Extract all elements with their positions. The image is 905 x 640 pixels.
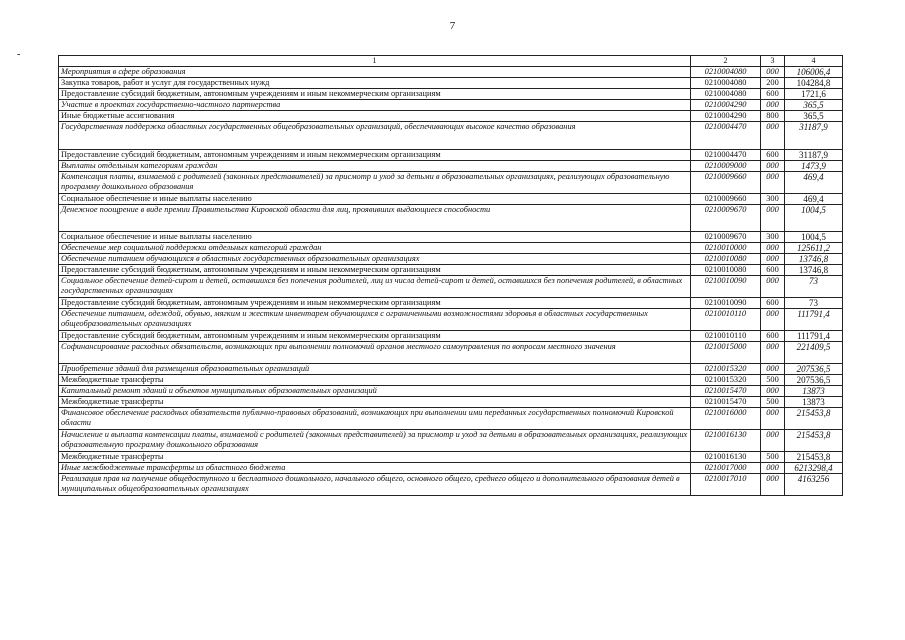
row-amount: 365,5 <box>785 100 843 111</box>
row-name: Межбюджетные трансферты <box>59 397 691 408</box>
row-name: Межбюджетные трансферты <box>59 375 691 386</box>
row-name: Предоставление субсидий бюджетным, автономным учреждениям и иным некоммерческим организациям <box>59 89 691 100</box>
row-code: 0210009000 <box>691 161 761 172</box>
header-col-4: 4 <box>785 56 843 67</box>
table-row <box>59 463 843 474</box>
row-name: Социальное обеспечение и иные выплаты населению <box>59 232 691 243</box>
row-amount: 31187,9 <box>785 122 843 150</box>
row-amount: 207536,5 <box>785 364 843 375</box>
row-name: Предоставление субсидий бюджетным, автономным учреждениям и иным некоммерческим организациям <box>59 298 691 309</box>
row-name: Приобретение зданий для размещения образовательных организаций <box>59 364 691 375</box>
row-amount: 111791,4 <box>785 331 843 342</box>
table-row <box>59 298 843 309</box>
table-row <box>59 309 843 331</box>
row-name: Участие в проектах государственно-частного партнерства <box>59 100 691 111</box>
row-type: 800 <box>761 111 785 122</box>
row-amount: 13746,8 <box>785 254 843 265</box>
row-name: Государственная поддержка областных государственных общеобразовательных организаций, обеспечивающих высокое качество образования <box>59 122 691 150</box>
row-code: 0210015320 <box>691 375 761 386</box>
table-row <box>59 111 843 122</box>
row-code: 0210015470 <box>691 397 761 408</box>
row-type: 200 <box>761 78 785 89</box>
row-code: 0210010090 <box>691 276 761 298</box>
row-type: 000 <box>761 386 785 397</box>
table-row <box>59 150 843 161</box>
row-code: 0210009660 <box>691 172 761 194</box>
row-code: 0210010110 <box>691 309 761 331</box>
row-type: 500 <box>761 452 785 463</box>
row-name: Обеспечение питанием, одеждой, обувью, мягким и жестким инвентарем обучающихся с ограниченными возможностями здоровья в областных государственных общеобразовательных организациях <box>59 309 691 331</box>
row-code: 0210004290 <box>691 100 761 111</box>
row-amount: 215453,8 <box>785 452 843 463</box>
row-name: Социальное обеспечение детей-сирот и детей, оставшихся без попечения родителей, лиц из числа детей-сирот и детей, оставшихся без попечения родителей, в областных государственных организациях <box>59 276 691 298</box>
row-code: 0210004080 <box>691 78 761 89</box>
row-name: Социальное обеспечение и иные выплаты населению <box>59 194 691 205</box>
header-col-3: 3 <box>761 56 785 67</box>
table-row <box>59 205 843 232</box>
row-amount: 365,5 <box>785 111 843 122</box>
row-code: 0210017000 <box>691 463 761 474</box>
row-amount: 6213298,4 <box>785 463 843 474</box>
row-amount: 13746,8 <box>785 265 843 276</box>
row-name: Предоставление субсидий бюджетным, автономным учреждениям и иным некоммерческим организациям <box>59 150 691 161</box>
row-type: 000 <box>761 161 785 172</box>
row-name: Мероприятия в сфере образования <box>59 67 691 78</box>
row-code: 0210004080 <box>691 89 761 100</box>
table-row <box>59 430 843 452</box>
row-code: 0210015470 <box>691 386 761 397</box>
row-type: 300 <box>761 194 785 205</box>
table-row <box>59 243 843 254</box>
table-row <box>59 194 843 205</box>
row-name: Предоставление субсидий бюджетным, автономным учреждениям и иным некоммерческим организациям <box>59 331 691 342</box>
row-type: 000 <box>761 463 785 474</box>
row-amount: 469,4 <box>785 172 843 194</box>
row-code: 0210017010 <box>691 474 761 496</box>
row-code: 0210010090 <box>691 298 761 309</box>
table-row <box>59 172 843 194</box>
row-name: Обеспечение мер социальной поддержки отдельных категорий граждан <box>59 243 691 254</box>
row-code: 0210016130 <box>691 452 761 463</box>
table-row <box>59 265 843 276</box>
budget-table <box>58 55 843 496</box>
row-type: 600 <box>761 150 785 161</box>
row-code: 0210004470 <box>691 122 761 150</box>
row-code: 0210010080 <box>691 254 761 265</box>
row-code: 0210015000 <box>691 342 761 364</box>
row-type: 000 <box>761 276 785 298</box>
row-type: 000 <box>761 243 785 254</box>
table-row <box>59 100 843 111</box>
table-row <box>59 254 843 265</box>
row-amount: 13873 <box>785 386 843 397</box>
table-row <box>59 122 843 150</box>
row-amount: 469,4 <box>785 194 843 205</box>
row-name: Компенсация платы, взимаемой с родителей (законных представителей) за присмотр и уход за детьми в образовательных организациях, реализующих образовательную программу дошкольного образования <box>59 172 691 194</box>
table-row <box>59 397 843 408</box>
row-type: 600 <box>761 265 785 276</box>
row-type: 000 <box>761 172 785 194</box>
row-name: Денежное поощрение в виде премии Правительства Кировской области для лиц, проявивших выдающиеся способности <box>59 205 691 232</box>
row-amount: 111791,4 <box>785 309 843 331</box>
row-code: 0210009670 <box>691 232 761 243</box>
row-type: 600 <box>761 89 785 100</box>
row-name: Иные бюджетные ассигнования <box>59 111 691 122</box>
table-row <box>59 232 843 243</box>
row-type: 500 <box>761 397 785 408</box>
row-amount: 4163256 <box>785 474 843 496</box>
row-code: 0210010080 <box>691 265 761 276</box>
row-amount: 221409,5 <box>785 342 843 364</box>
row-amount: 207536,5 <box>785 375 843 386</box>
row-name: Иные межбюджетные трансферты из областного бюджета <box>59 463 691 474</box>
row-code: 0210004470 <box>691 150 761 161</box>
row-type: 000 <box>761 100 785 111</box>
margin-mark: - <box>17 49 21 60</box>
header-col-2: 2 <box>691 56 761 67</box>
row-type: 300 <box>761 232 785 243</box>
row-type: 000 <box>761 474 785 496</box>
row-name: Начисление и выплата компенсации платы, взимаемой с родителей (законных представителей) за присмотр и уход за детьми в образовательных организациях, реализующих образовательную программу дошкольного образования <box>59 430 691 452</box>
row-code: 0210004080 <box>691 67 761 78</box>
row-name: Предоставление субсидий бюджетным, автономным учреждениям и иным некоммерческим организациям <box>59 265 691 276</box>
row-type: 000 <box>761 364 785 375</box>
row-amount: 1721,6 <box>785 89 843 100</box>
table-row <box>59 276 843 298</box>
row-amount: 1004,5 <box>785 232 843 243</box>
row-code: 0210010000 <box>691 243 761 254</box>
header-col-1: 1 <box>59 56 691 67</box>
row-amount: 73 <box>785 276 843 298</box>
row-code: 0210009660 <box>691 194 761 205</box>
table-row <box>59 78 843 89</box>
row-name: Финансовое обеспечение расходных обязательств публично-правовых образований, возникающих при выполнении ими переданных государственных полномочий Кировской области <box>59 408 691 430</box>
table-header-row <box>59 56 843 67</box>
row-name: Софинансирование расходных обязательств, возникающих при выполнении полномочий органов местного самоуправления по вопросам местного значения <box>59 342 691 364</box>
table-row <box>59 364 843 375</box>
row-type: 000 <box>761 309 785 331</box>
table-row <box>59 67 843 78</box>
row-code: 0210004290 <box>691 111 761 122</box>
row-type: 000 <box>761 342 785 364</box>
table-row <box>59 375 843 386</box>
table-row <box>59 161 843 172</box>
row-name: Капитальный ремонт зданий и объектов муниципальных образовательных организаций <box>59 386 691 397</box>
table-row <box>59 342 843 364</box>
table-row <box>59 89 843 100</box>
budget-table-body <box>59 56 843 496</box>
row-amount: 73 <box>785 298 843 309</box>
row-amount: 106006,4 <box>785 67 843 78</box>
row-code: 0210016130 <box>691 430 761 452</box>
row-amount: 215453,8 <box>785 430 843 452</box>
row-amount: 1004,5 <box>785 205 843 232</box>
row-type: 000 <box>761 408 785 430</box>
row-name: Выплаты отдельным категориям граждан <box>59 161 691 172</box>
row-code: 0210016000 <box>691 408 761 430</box>
row-type: 600 <box>761 298 785 309</box>
row-amount: 13873 <box>785 397 843 408</box>
row-code: 0210015320 <box>691 364 761 375</box>
row-type: 000 <box>761 254 785 265</box>
row-amount: 31187,9 <box>785 150 843 161</box>
table-row <box>59 386 843 397</box>
row-type: 600 <box>761 331 785 342</box>
row-amount: 104284,8 <box>785 78 843 89</box>
row-type: 000 <box>761 67 785 78</box>
row-amount: 1473,9 <box>785 161 843 172</box>
row-type: 000 <box>761 122 785 150</box>
row-name: Межбюджетные трансферты <box>59 452 691 463</box>
row-name: Закупка товаров, работ и услуг для государственных нужд <box>59 78 691 89</box>
row-name: Реализация прав на получение общедоступного и бесплатного дошкольного, начального общего, основного общего, среднего общего и дополнительного образования детей в муниципальных общеобразовательных организациях <box>59 474 691 496</box>
row-name: Обеспечение питанием обучающихся в областных государственных образовательных организациях <box>59 254 691 265</box>
table-row <box>59 408 843 430</box>
row-type: 500 <box>761 375 785 386</box>
row-amount: 215453,8 <box>785 408 843 430</box>
page-number: 7 <box>449 20 456 32</box>
row-type: 000 <box>761 205 785 232</box>
row-amount: 125611,2 <box>785 243 843 254</box>
table-row <box>59 452 843 463</box>
table-row <box>59 474 843 496</box>
row-code: 0210009670 <box>691 205 761 232</box>
row-type: 000 <box>761 430 785 452</box>
table-row <box>59 331 843 342</box>
row-code: 0210010110 <box>691 331 761 342</box>
